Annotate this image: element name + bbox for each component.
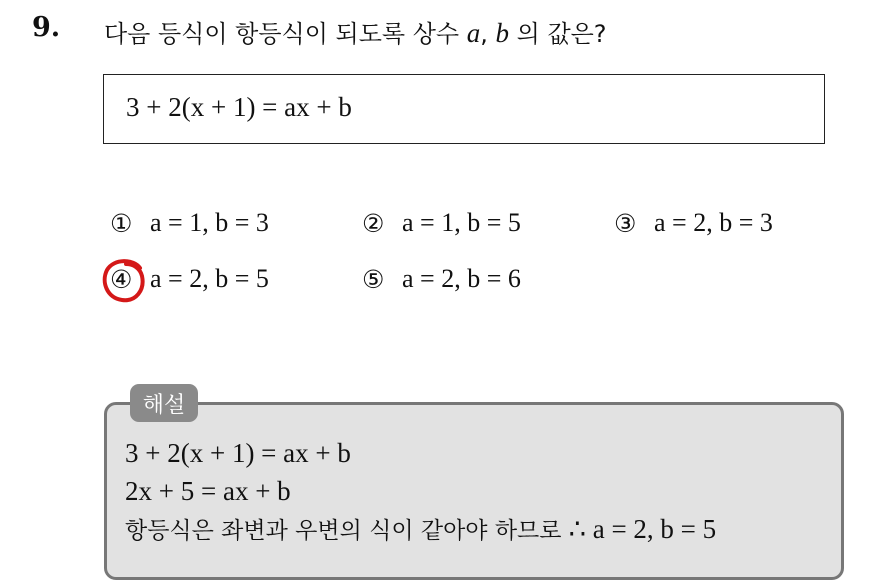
choice-2-expr: a = 1, b = 5 [402, 208, 521, 237]
choice-4-mark: ④ [110, 264, 133, 294]
choice-2-mark: ② [362, 208, 385, 238]
variable-b: b [495, 18, 509, 48]
question-text-after: 의 값은? [509, 20, 607, 48]
solution-line-3-text: 항등식은 좌변과 우변의 식이 같아야 하므로 [125, 518, 569, 544]
equation: 3 + 2(x + 1) = ax + b [126, 92, 352, 122]
choice-1-expr: a = 1, b = 3 [150, 208, 269, 237]
choice-5-expr: a = 2, b = 6 [402, 264, 521, 293]
solution-line-3-math: ∴ a = 2, b = 5 [568, 514, 717, 544]
question-text-before: 다음 등식이 항등식이 되도록 상수 [104, 20, 467, 48]
choice-3[interactable] [614, 208, 773, 238]
answer-circle-mark [100, 256, 148, 304]
solution-line-2: 2x + 5 = ax + b [125, 476, 291, 506]
choice-2[interactable] [362, 208, 521, 238]
variable-a: a [466, 18, 481, 48]
choice-4-expr: a = 2, b = 5 [150, 264, 269, 293]
solution-label: 해설 [130, 384, 198, 422]
choice-5[interactable] [362, 264, 521, 294]
equation-box [103, 74, 825, 144]
solution-line-1: 3 + 2(x + 1) = ax + b [125, 438, 351, 468]
choice-1-mark: ① [110, 208, 133, 238]
question-comma: , [480, 20, 496, 48]
choice-5-mark: ⑤ [362, 264, 385, 294]
question-number: 9. [32, 12, 61, 43]
question-text [104, 14, 607, 49]
choice-3-expr: a = 2, b = 3 [654, 208, 773, 237]
choice-3-mark: ③ [614, 208, 637, 238]
solution-line-3 [125, 512, 716, 545]
choice-1[interactable] [110, 208, 269, 238]
